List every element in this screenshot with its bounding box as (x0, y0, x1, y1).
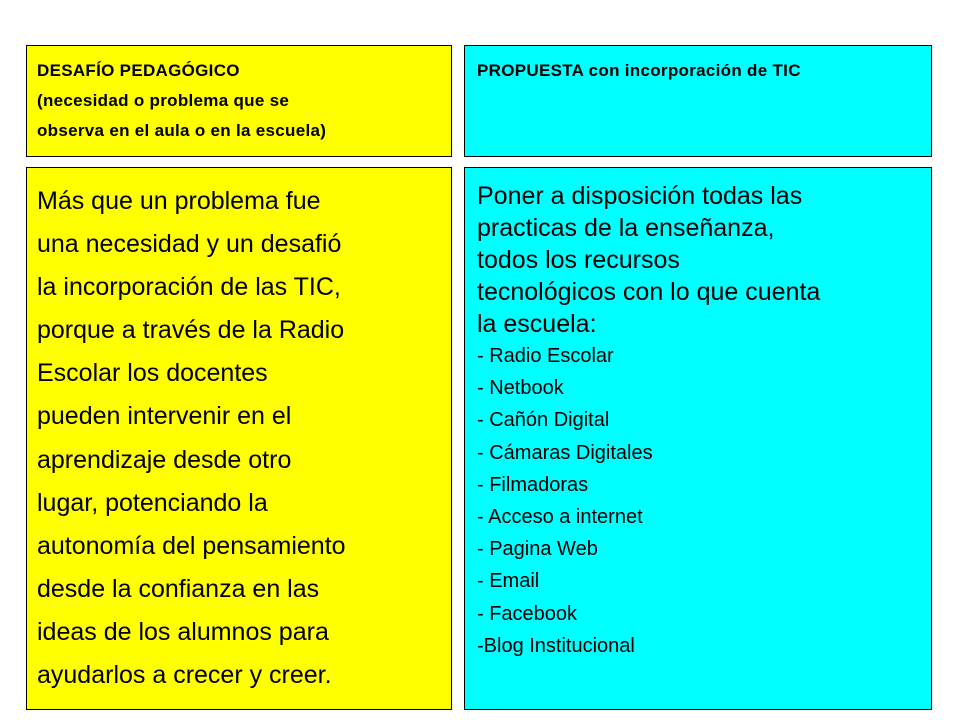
challenge-header-title (37, 56, 441, 146)
resource-item: - Filmadoras (477, 473, 589, 496)
challenge-line: pueden intervenir en el (37, 402, 292, 431)
resource-item: - Cañón Digital (477, 409, 610, 432)
challenge-header-box (26, 45, 452, 157)
challenge-line: la incorporación de las TIC, (37, 273, 341, 302)
resource-item: - Acceso a internet (477, 506, 643, 529)
proposal-header-box (464, 45, 932, 157)
challenge-line: Escolar los docentes (37, 359, 268, 388)
challenge-line: autonomía del pensamiento (37, 531, 346, 560)
challenge-line: ideas de los alumnos para (37, 617, 329, 646)
resource-item: - Cámaras Digitales (477, 441, 653, 464)
resource-list (477, 340, 921, 662)
challenge-line: aprendizaje desde otro (37, 445, 292, 474)
proposal-intro (477, 180, 921, 340)
proposal-header-title (477, 56, 921, 86)
challenge-header-line: (necesidad o problema que se (37, 91, 290, 110)
proposal-intro-line: todos los recursos (477, 246, 680, 274)
proposal-intro-line: tecnológicos con lo que cuenta (477, 278, 821, 306)
challenge-description (37, 180, 441, 697)
proposal-intro-line: la escuela: (477, 310, 597, 338)
proposal-body-box (464, 167, 932, 710)
challenge-line: ayudarlos a crecer y creer. (37, 661, 332, 690)
resource-item: -Blog Institucional (477, 634, 635, 657)
challenge-line: desde la confianza en las (37, 574, 320, 603)
proposal-header-line: PROPUESTA con incorporación de TIC (477, 61, 801, 80)
challenge-line: una necesidad y un desafió (37, 230, 342, 259)
proposal-intro-line: Poner a disposición todas las (477, 182, 803, 210)
resource-item: - Facebook (477, 602, 578, 625)
challenge-line: Más que un problema fue (37, 187, 321, 215)
challenge-line: porque a través de la Radio (37, 316, 345, 345)
challenge-header-line: observa en el aula o en la escuela) (37, 121, 327, 140)
challenge-line: lugar, potenciando la (37, 488, 268, 517)
challenge-header-line: DESAFÍO PEDAGÓGICO (37, 61, 240, 80)
resource-item: - Netbook (477, 377, 564, 400)
resource-item: - Email (477, 570, 540, 593)
resource-item: - Pagina Web (477, 538, 598, 561)
resource-item: - Radio Escolar (477, 345, 614, 367)
proposal-intro-line: practicas de la enseñanza, (477, 214, 775, 242)
challenge-body-box (26, 167, 452, 710)
